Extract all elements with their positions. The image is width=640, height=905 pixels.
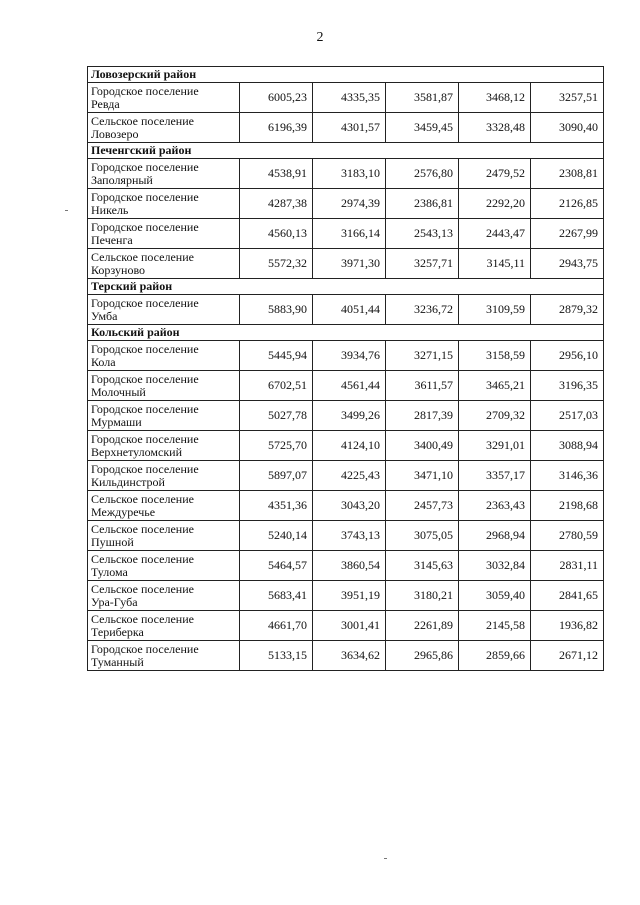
value-cell: 2543,13 [386,219,459,249]
value-cell: 2943,75 [531,249,604,279]
table-row [88,401,604,431]
settlement-name: Умба [91,308,118,323]
value-cell: 5897,07 [240,461,313,491]
value-cell: 2479,52 [459,159,531,189]
value-cell: 3743,13 [313,521,386,551]
value-cell: 3196,35 [531,371,604,401]
settlement-name: Туманный [91,654,144,669]
settlement-cell [88,341,240,371]
value-cell: 2443,47 [459,219,531,249]
table-row [88,611,604,641]
value-cell: 3581,87 [386,83,459,113]
value-cell: 3271,15 [386,341,459,371]
value-cell: 6702,51 [240,371,313,401]
value-cell: 2517,03 [531,401,604,431]
value-cell: 4661,70 [240,611,313,641]
table-row [88,521,604,551]
settlement-type: Городское поселение [91,295,199,310]
value-cell: 5240,14 [240,521,313,551]
settlement-type: Городское поселение [91,189,199,204]
table-body [88,67,604,671]
value-cell: 2363,43 [459,491,531,521]
value-cell: 5883,90 [240,295,313,325]
settlement-type: Городское поселение [91,641,199,656]
settlement-type: Сельское поселение [91,611,194,626]
value-cell: 2879,32 [531,295,604,325]
scan-mark [384,858,387,859]
value-cell: 3468,12 [459,83,531,113]
settlement-cell [88,551,240,581]
value-cell: 2145,58 [459,611,531,641]
settlement-name: Ловозеро [91,126,139,141]
value-cell: 5572,32 [240,249,313,279]
table-row [88,295,604,325]
value-cell: 3001,41 [313,611,386,641]
value-cell: 2831,11 [531,551,604,581]
value-cell: 3611,57 [386,371,459,401]
table-row [88,83,604,113]
value-cell: 4301,57 [313,113,386,143]
settlement-cell [88,295,240,325]
value-cell: 3158,59 [459,341,531,371]
settlement-cell [88,581,240,611]
settlement-name: Никель [91,202,129,217]
value-cell: 2859,66 [459,641,531,671]
settlement-cell [88,219,240,249]
settlement-type: Сельское поселение [91,521,194,536]
settlement-name: Териберка [91,624,144,639]
value-cell: 3934,76 [313,341,386,371]
value-cell: 1936,82 [531,611,604,641]
value-cell: 3328,48 [459,113,531,143]
value-cell: 2841,65 [531,581,604,611]
value-cell: 3166,14 [313,219,386,249]
settlement-type: Сельское поселение [91,113,194,128]
table-row [88,219,604,249]
settlement-cell [88,249,240,279]
value-cell: 3183,10 [313,159,386,189]
settlement-type: Городское поселение [91,371,199,386]
value-cell: 5445,94 [240,341,313,371]
value-cell: 3471,10 [386,461,459,491]
value-cell: 3860,54 [313,551,386,581]
value-cell: 2457,73 [386,491,459,521]
table-row [88,249,604,279]
value-cell: 2956,10 [531,341,604,371]
settlement-cell [88,159,240,189]
value-cell: 3145,11 [459,249,531,279]
district-name: Ловозерский район [88,67,604,83]
district-name: Кольский район [88,325,604,341]
settlement-cell [88,491,240,521]
table-row [88,581,604,611]
district-row [88,143,604,159]
value-cell: 3257,51 [531,83,604,113]
value-cell: 5133,15 [240,641,313,671]
table-row [88,341,604,371]
settlement-name: Верхнетуломский [91,444,182,459]
settlement-cell [88,113,240,143]
value-cell: 3459,45 [386,113,459,143]
value-cell: 3357,17 [459,461,531,491]
value-cell: 3088,94 [531,431,604,461]
value-cell: 2671,12 [531,641,604,671]
settlement-type: Городское поселение [91,159,199,174]
settlement-type: Сельское поселение [91,551,194,566]
value-cell: 3257,71 [386,249,459,279]
value-cell: 4051,44 [313,295,386,325]
settlement-type: Городское поселение [91,461,199,476]
value-cell: 3499,26 [313,401,386,431]
district-row [88,67,604,83]
settlement-name: Тулома [91,564,128,579]
settlement-cell [88,401,240,431]
settlement-name: Заполярный [91,172,153,187]
value-cell: 5464,57 [240,551,313,581]
table-row [88,371,604,401]
table-row [88,551,604,581]
value-cell: 3634,62 [313,641,386,671]
settlements-table [87,66,604,671]
table-row [88,461,604,491]
value-cell: 3043,20 [313,491,386,521]
value-cell: 4351,36 [240,491,313,521]
table-row [88,113,604,143]
value-cell: 3951,19 [313,581,386,611]
settlement-cell [88,521,240,551]
value-cell: 2292,20 [459,189,531,219]
value-cell: 3400,49 [386,431,459,461]
value-cell: 2308,81 [531,159,604,189]
settlement-cell [88,611,240,641]
settlement-name: Пушной [91,534,134,549]
district-name: Печенгский район [88,143,604,159]
settlement-name: Корзуново [91,262,146,277]
value-cell: 4287,38 [240,189,313,219]
value-cell: 6005,23 [240,83,313,113]
value-cell: 4225,43 [313,461,386,491]
settlement-name: Кола [91,354,116,369]
value-cell: 2261,89 [386,611,459,641]
value-cell: 2576,80 [386,159,459,189]
value-cell: 2968,94 [459,521,531,551]
value-cell: 3465,21 [459,371,531,401]
settlement-name: Ура-Губа [91,594,138,609]
settlement-type: Городское поселение [91,219,199,234]
district-row [88,279,604,295]
value-cell: 2198,68 [531,491,604,521]
value-cell: 3032,84 [459,551,531,581]
value-cell: 5725,70 [240,431,313,461]
value-cell: 2780,59 [531,521,604,551]
value-cell: 3109,59 [459,295,531,325]
value-cell: 2974,39 [313,189,386,219]
value-cell: 2965,86 [386,641,459,671]
value-cell: 5683,41 [240,581,313,611]
district-row [88,325,604,341]
settlement-type: Городское поселение [91,431,199,446]
value-cell: 2709,32 [459,401,531,431]
value-cell: 3971,30 [313,249,386,279]
scan-mark [65,210,68,211]
settlement-type: Городское поселение [91,83,199,98]
value-cell: 3291,01 [459,431,531,461]
settlement-type: Сельское поселение [91,491,194,506]
district-name: Терский район [88,279,604,295]
value-cell: 2386,81 [386,189,459,219]
settlement-name: Мурмаши [91,414,142,429]
value-cell: 3090,40 [531,113,604,143]
settlement-type: Сельское поселение [91,581,194,596]
value-cell: 2267,99 [531,219,604,249]
value-cell: 4124,10 [313,431,386,461]
table-row [88,189,604,219]
settlement-type: Сельское поселение [91,249,194,264]
settlement-cell [88,83,240,113]
value-cell: 6196,39 [240,113,313,143]
value-cell: 4561,44 [313,371,386,401]
value-cell: 3075,05 [386,521,459,551]
value-cell: 2817,39 [386,401,459,431]
value-cell: 3236,72 [386,295,459,325]
value-cell: 3180,21 [386,581,459,611]
table-row [88,641,604,671]
value-cell: 5027,78 [240,401,313,431]
value-cell: 4538,91 [240,159,313,189]
settlement-name: Молочный [91,384,146,399]
settlement-cell [88,189,240,219]
settlement-type: Городское поселение [91,341,199,356]
settlement-name: Кильдинстрой [91,474,165,489]
settlement-name: Ревда [91,96,120,111]
value-cell: 3145,63 [386,551,459,581]
value-cell: 4335,35 [313,83,386,113]
table-row [88,491,604,521]
table-row [88,159,604,189]
settlement-type: Городское поселение [91,401,199,416]
value-cell: 3146,36 [531,461,604,491]
settlement-cell [88,461,240,491]
value-cell: 4560,13 [240,219,313,249]
settlement-cell [88,371,240,401]
settlement-cell [88,431,240,461]
page-number: 2 [316,30,324,45]
settlement-name: Печенга [91,232,133,247]
value-cell: 3059,40 [459,581,531,611]
table-row [88,431,604,461]
value-cell: 2126,85 [531,189,604,219]
settlement-name: Междуречье [91,504,156,519]
settlement-cell [88,641,240,671]
